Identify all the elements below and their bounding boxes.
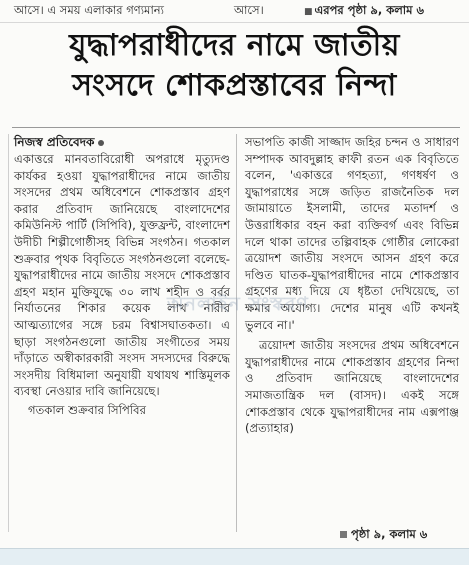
- headline-line-1: যুদ্ধাপরাধীদের নামে জাতীয়: [69, 28, 400, 63]
- headline-line-2: সংসদে শোকপ্রস্তাবের নিন্দা: [72, 68, 397, 103]
- bottom-band: [0, 548, 469, 565]
- byline-dot-icon: [98, 140, 104, 146]
- square-bullet-icon: ■: [304, 7, 313, 17]
- article-column-left: [14, 134, 230, 419]
- previous-article-fragment-left: আসে। এ সময় এলাকার গণ্যমান্য: [14, 3, 164, 17]
- headline-divider: [12, 127, 460, 128]
- byline-text: নিজস্ব প্রতিবেদক: [14, 135, 95, 149]
- left-paragraph-1: একাত্তরে মানবতাবিরোধী অপরাধে মৃত্যুদণ্ড কার্যকর হওয়া যুদ্ধাপরাধীদের নামে জাতীয় সংসদের প্রথম অধিবেশনে শোকপ্রস্তাব গ্রহণ করার প্রতিবাদ জানিয়েছে বাংলাদেশের কমিউনিস্ট পার্টি (সিপিবি), যুক্তফ্রন্ট, বাংলাদেশ উদীচী শিল্পীগোষ্ঠীসহ বিভিন্ন সংগঠন। গতকাল শুক্রবার পৃথক বিবৃতিতে সংগঠনগুলো বলেছে-যুদ্ধাপরাধীদের নামে জাতীয় সংসদে শোকপ্রস্তাব গ্রহণ মহান মুক্তিযুদ্ধে ৩০ লাখ শহীদ ও বর্বর নির্যাতনের শিকার কয়েক লাখ নারীর আত্মত্যাগের সঙ্গে চরম বিশ্বাসঘাতকতা। এ ছাড়া সংগঠনগুলো জাতীয় সংগীতের সময় দাঁড়াতে অস্বীকারকারী সংসদ সদস্যদের বিরুদ্ধে সংসদীয় বিধিমালা অনুযায়ী যথাযথ শাস্তিমূলক ব্যবস্থা নেওয়ার দাবি জানিয়েছে।: [14, 152, 230, 399]
- continuation-notice: [340, 526, 427, 545]
- watermark: অনলাইন সংস্করণ: [167, 293, 309, 315]
- right-paragraph-1: সভাপতি কাজী সাজ্জাদ জহির চন্দন ও সাধারণ সম্পাদক আবদুল্লাহ ক্বাফী রতন এক বিবৃতিতে বলেন, 'একাত্তরে গণহত্যা, গণধর্ষণ ও যুদ্ধাপরাধের সঙ্গে জড়িত রাজনৈতিক দল জামায়াতে ইসলামী, তাদের মতাদর্শ ও উত্তরাধিকার বহন করা ব্যক্তিবর্গ এবং বিভিন্ন দলে থাকা তাদের তল্পিবাহক গোষ্ঠীর লোকেরা ত্রয়োদশ জাতীয় সংসদে আসন গ্রহণ করে দণ্ডিত ঘাতক-যুদ্ধাপরাধীদের নামে শোকপ্রস্তাব গ্রহণের মধ্য দিয়ে যে ধৃষ্টতা দেখিয়েছে, তা ক্ষমার অযোগ্য। দেশের মানুষ এটি কখনই ভুলবে না।': [245, 135, 459, 332]
- square-bullet-icon: [340, 531, 347, 538]
- article-column-right: [245, 134, 459, 437]
- byline: [14, 134, 230, 151]
- right-paragraph-2: ত্রয়োদশ জাতীয় সংসদের প্রথম অধিবেশনে যুদ্ধাপরাধীদের নামে শোকপ্রস্তাব গ্রহণের নিন্দা ও প্রতিবাদ জানিয়েছে বাংলাদেশের সমাজতান্ত্রিক দল (বাসদ)। একই সঙ্গে শোকপ্রস্তাব থেকে যুদ্ধাপরাধীদের নাম এক্সপাঞ্জ (প্রত্যাহার): [245, 338, 459, 436]
- previous-article-strip: [0, 0, 469, 23]
- column-divider: [236, 134, 237, 532]
- headline: [0, 26, 469, 106]
- previous-article-fragment-mid: আসে।: [234, 3, 264, 17]
- continuation-text: এরপর পৃষ্ঠা ৯, কলাম ৬: [314, 3, 425, 17]
- continuation-notice-text: পৃষ্ঠা ৯, কলাম ৬: [351, 527, 428, 541]
- left-edge-column-fragment: [0, 134, 9, 532]
- previous-article-continuation: [304, 0, 424, 22]
- left-paragraph-2: গতকাল শুক্রবার সিপিবির: [28, 402, 146, 417]
